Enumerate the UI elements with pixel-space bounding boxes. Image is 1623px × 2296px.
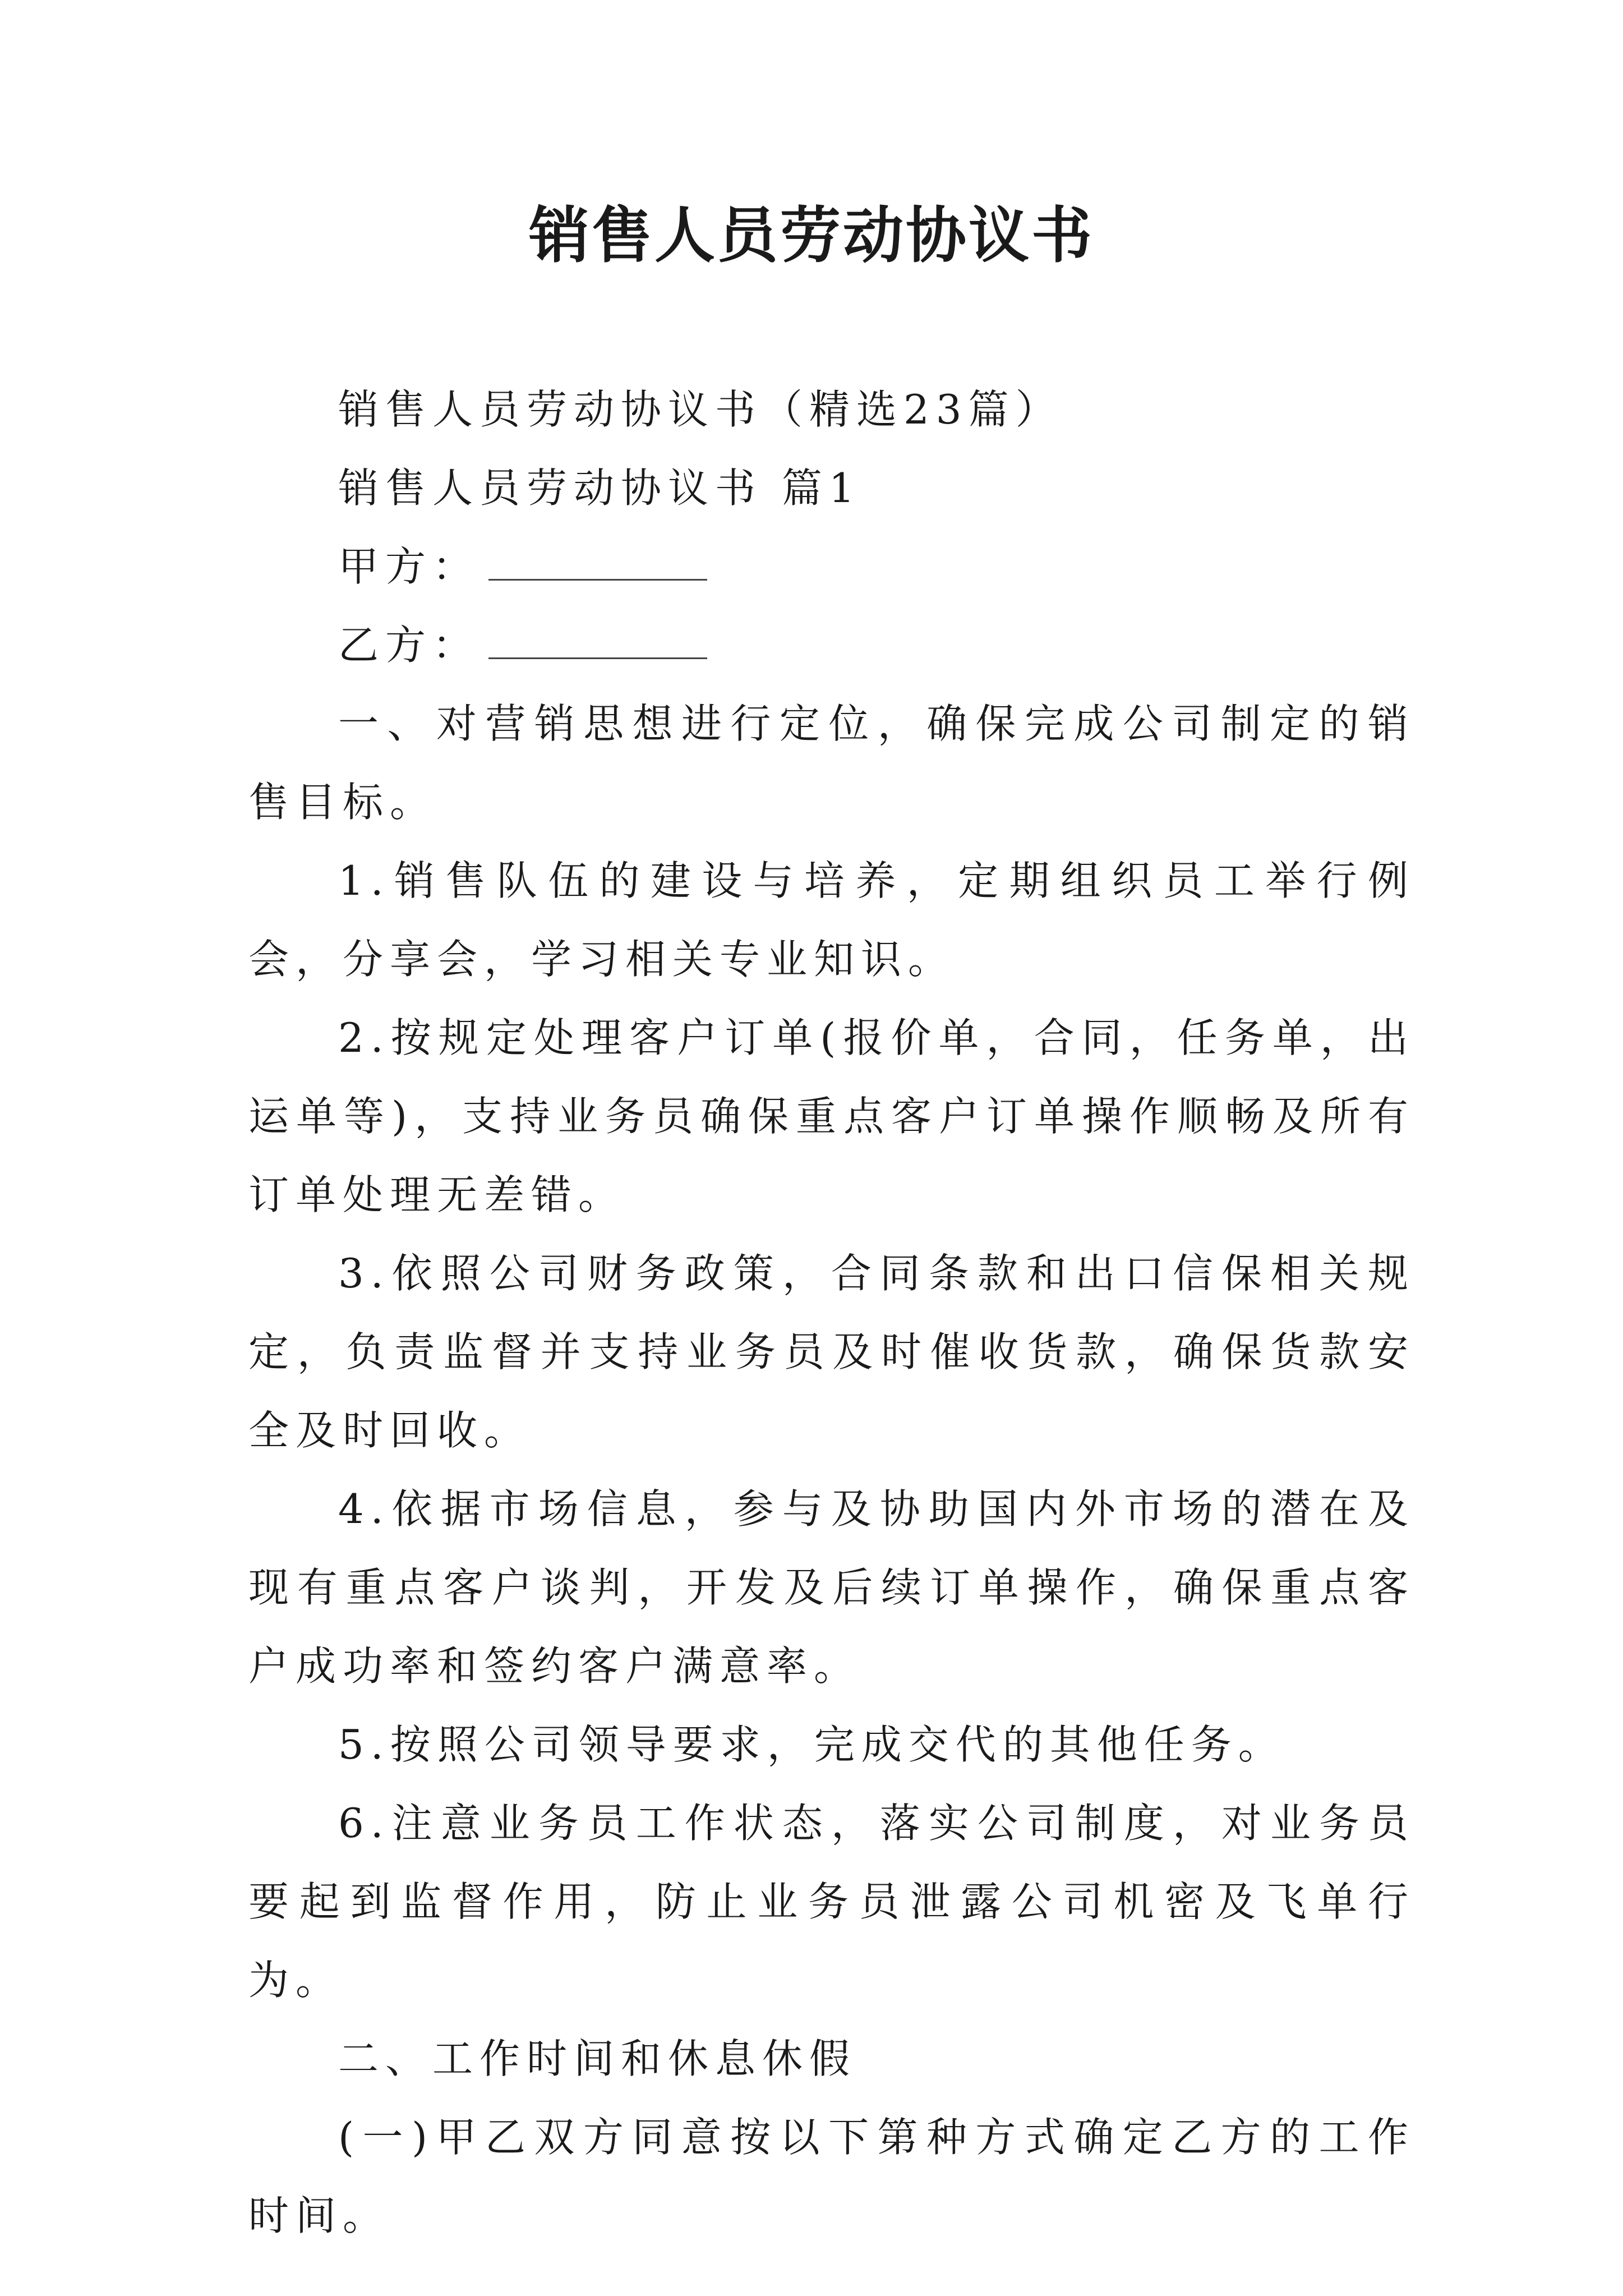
paragraph: 3.依照公司财务政策，合同条款和出口信保相关规定，负责监督并支持业务员及时催收货款，确保货款安全及时回收。 <box>248 1250 1415 1454</box>
paragraph: 6.注意业务员工作状态，落实公司制度，对业务员要起到监督作用，防止业务员泄露公司机密及飞单行为。 <box>248 1800 1415 2004</box>
party-b-label: 乙方： <box>338 622 480 669</box>
party-a-blank <box>488 534 707 581</box>
paragraph: 一、对营销思想进行定位，确保完成公司制定的销售目标。 <box>248 700 1415 826</box>
document-body <box>248 370 1415 2255</box>
paragraph: 4.依据市场信息，参与及协助国内外市场的潜在及现有重点客户谈判，开发及后续订单操作，确保重点客户成功率和签约客户满意率。 <box>248 1485 1415 1690</box>
party-b-blank <box>488 613 707 659</box>
party-a-line <box>248 527 1415 606</box>
document-title: 销售人员劳动协议书 <box>528 200 1094 271</box>
paragraph: 5.按照公司领导要求，完成交代的其他任务。 <box>338 1721 1285 1768</box>
party-a-label: 甲方： <box>338 543 480 590</box>
party-b-line <box>248 606 1415 684</box>
section-heading: 销售人员劳动协议书 篇1 <box>338 464 861 512</box>
document-subtitle: 销售人员劳动协议书（精选23篇） <box>338 386 1063 433</box>
paragraph: (一)甲乙双方同意按以下第种方式确定乙方的工作时间。 <box>248 2114 1415 2239</box>
paragraph: 1.销售队伍的建设与培养，定期组织员工举行例会，分享会，学习相关专业知识。 <box>248 857 1415 983</box>
paragraph: 二、工作时间和休息休假 <box>338 2035 857 2082</box>
paragraph: 2.按规定处理客户订单(报价单，合同，任务单，出运单等)，支持业务员确保重点客户订单操作顺畅及所有订单处理无差错。 <box>248 1014 1415 1218</box>
